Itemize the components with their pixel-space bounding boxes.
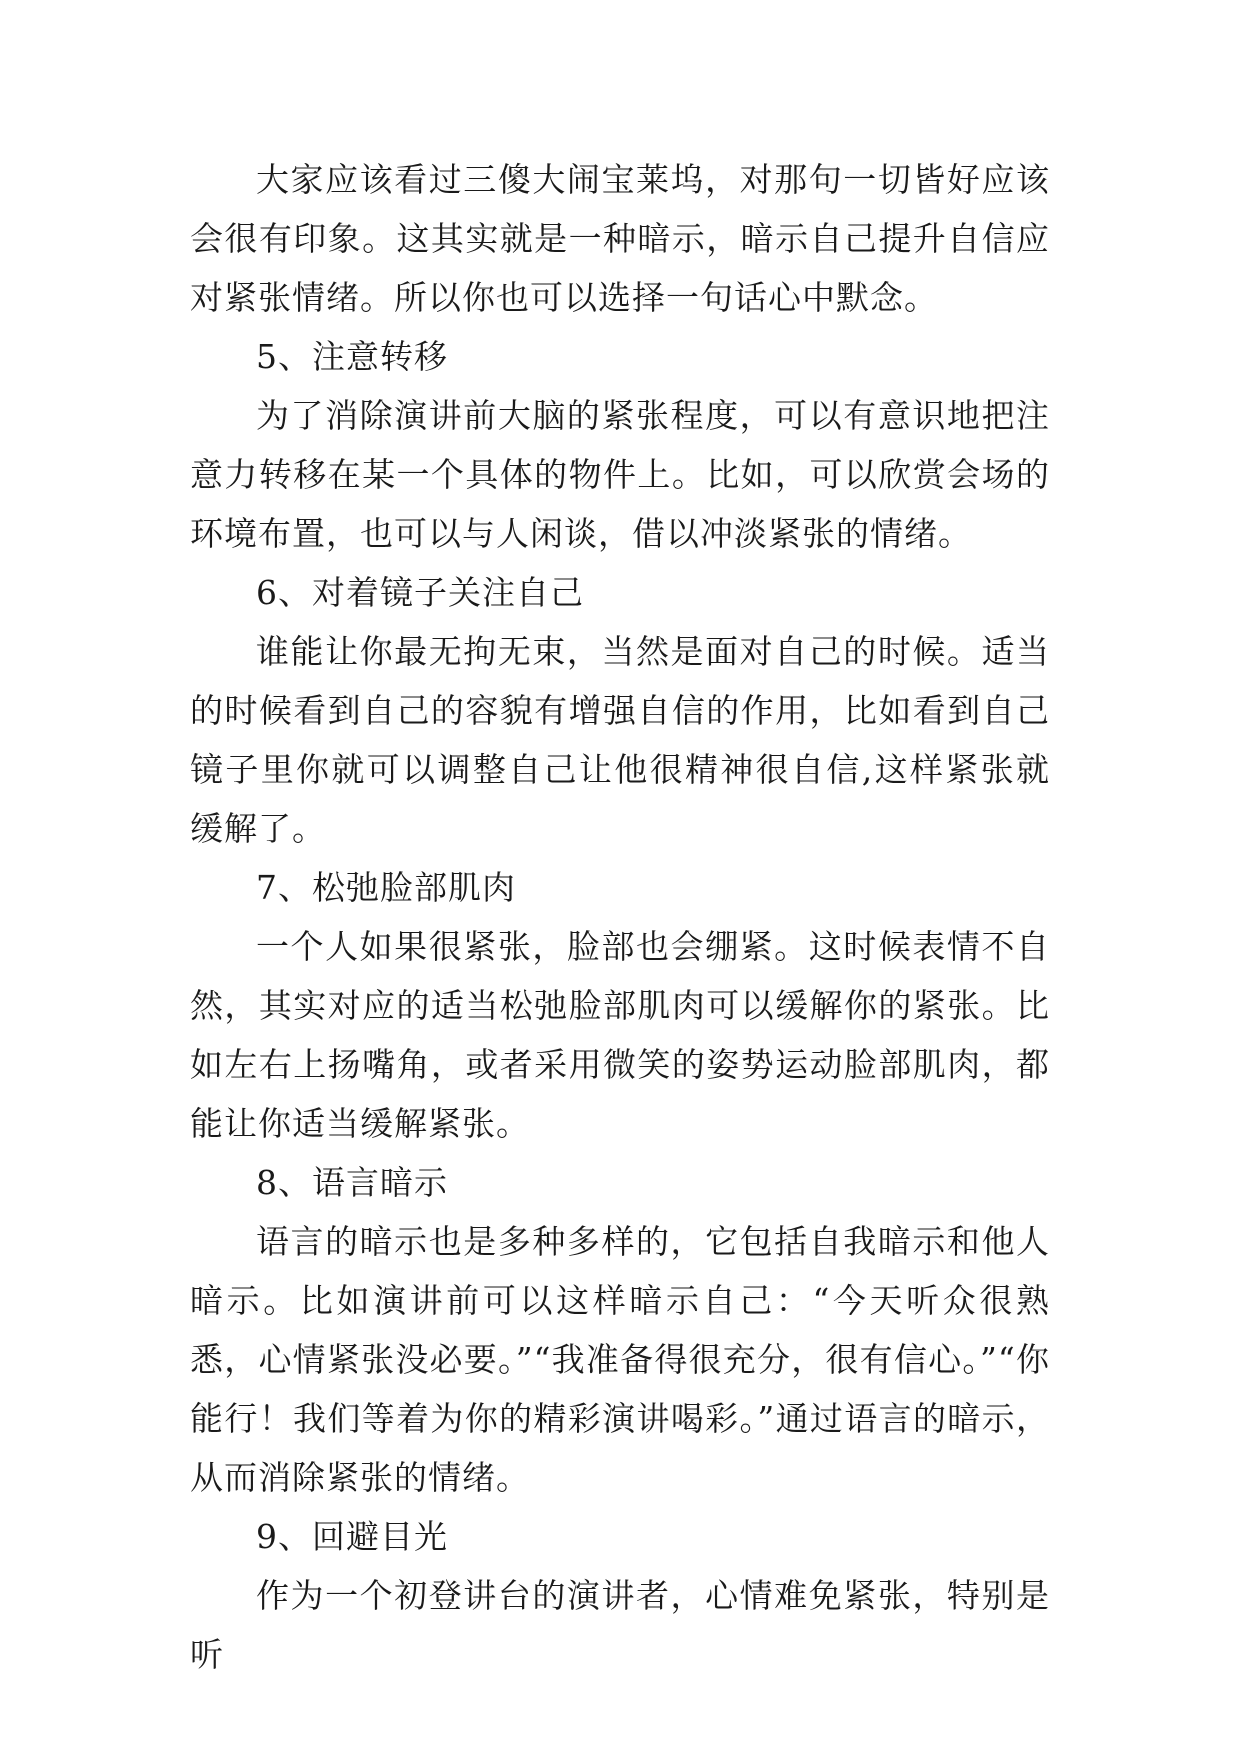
section-heading-9: 9、回避目光 bbox=[256, 1517, 448, 1556]
section-heading-5: 5、注意转移 bbox=[256, 337, 448, 376]
section-heading-8: 8、语言暗示 bbox=[256, 1163, 448, 1202]
section-heading-6: 6、对着镜子关注自己 bbox=[256, 573, 584, 612]
paragraph-affirmation: 大家应该看过三傻大闹宝莱坞，对那句一切皆好应该会很有印象。这其实就是一种暗示，暗示自己提升自信应对紧张情绪。所以你也可以选择一句话心中默念。 bbox=[190, 160, 1050, 317]
paragraph-avoid-gaze: 作为一个初登讲台的演讲者，心情难免紧张，特别是听 bbox=[190, 1576, 1050, 1674]
paragraph-mirror: 谁能让你最无拘无束，当然是面对自己的时候。适当的时候看到自己的容貌有增强自信的作用，比如看到自己镜子里你就可以调整自己让他很精神很自信,这样紧张就缓解了。 bbox=[190, 632, 1050, 848]
document-body bbox=[190, 150, 1050, 1684]
paragraph-verbal-suggestion: 语言的暗示也是多种多样的，它包括自我暗示和他人暗示。比如演讲前可以这样暗示自己：“今天听众很熟悉，心情紧张没必要。”“我准备得很充分，很有信心。”“你能行！我们等着为你的精彩演讲喝彩。”通过语言的暗示，从而消除紧张的情绪。 bbox=[190, 1222, 1050, 1497]
section-heading-7: 7、松弛脸部肌肉 bbox=[256, 868, 516, 907]
paragraph-attention-shift: 为了消除演讲前大脑的紧张程度，可以有意识地把注意力转移在某一个具体的物件上。比如，可以欣赏会场的环境布置，也可以与人闲谈，借以冲淡紧张的情绪。 bbox=[190, 396, 1050, 553]
paragraph-face-muscles: 一个人如果很紧张，脸部也会绷紧。这时候表情不自然，其实对应的适当松弛脸部肌肉可以缓解你的紧张。比如左右上扬嘴角，或者采用微笑的姿势运动脸部肌肉，都能让你适当缓解紧张。 bbox=[190, 927, 1050, 1143]
